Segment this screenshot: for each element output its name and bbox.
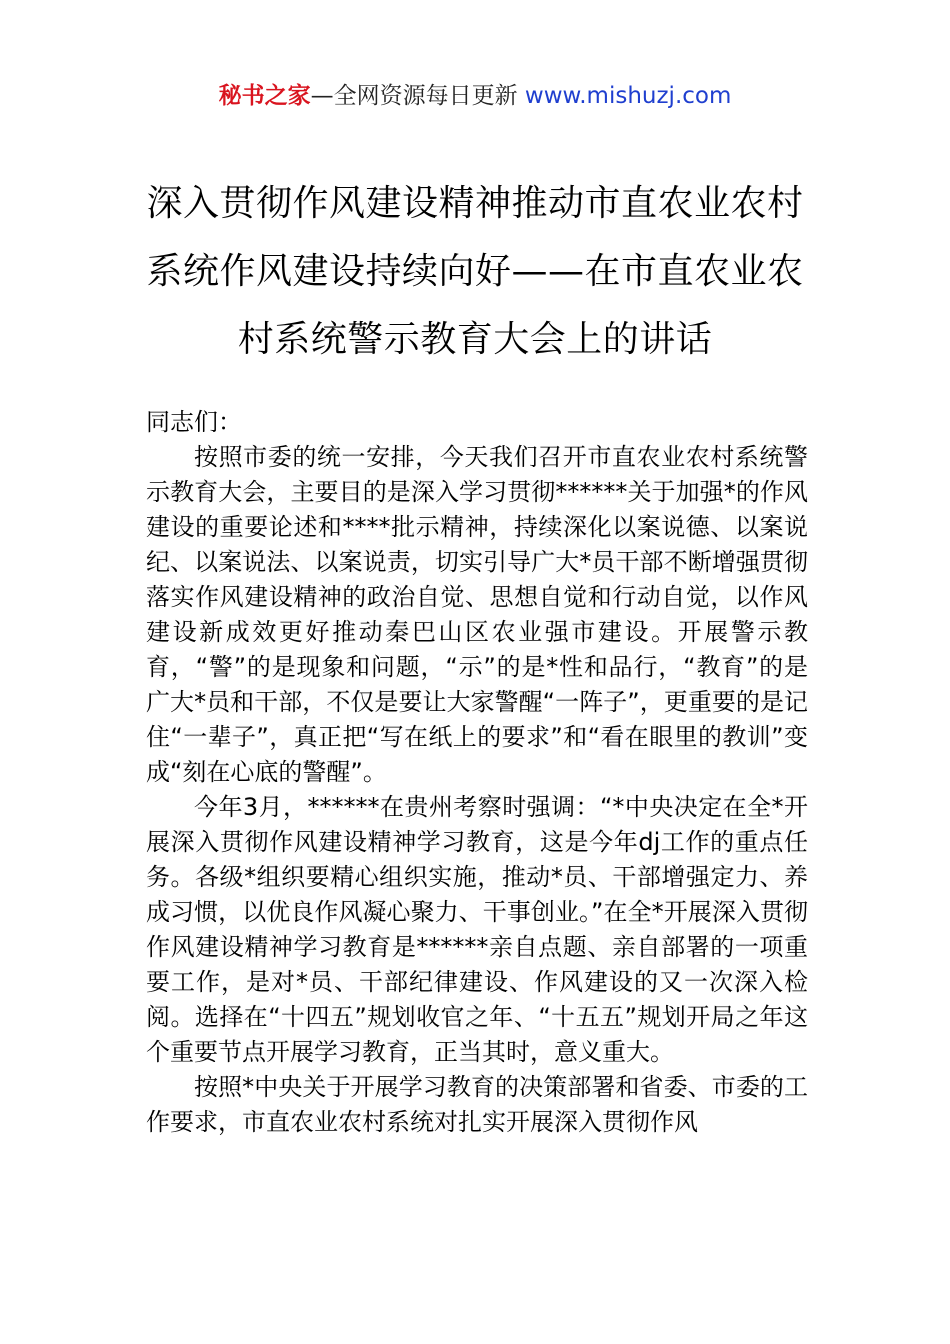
site-brand: 秘书之家	[218, 83, 311, 109]
body-paragraph-3: 按照*中央关于开展学习教育的决策部署和省委、市委的工作要求，市直农业农村系统对扎实开展深入贯彻作风	[146, 1073, 808, 1136]
salutation: 同志们：	[146, 408, 242, 436]
site-header	[0, 80, 950, 112]
body-paragraph-2: 今年3月，******在贵州考察时强调：“*中央决定在全*开展深入贯彻作风建设精神学习教育，这是今年dj工作的重点任务。各级*组织要精心组织实施，推动*员、干部增强定力、养成习惯，以优良作风凝心聚力、干事创业。”在全*开展深入贯彻作风建设精神学习教育是******亲自点题、亲自部署的一项重要工作，是对*员、干部纪律建设、作风建设的又一次深入检阅。选择在“十四五”规划收官之年、“十五五”规划开局之年这个重要节点开展学习教育，正当其时，意义重大。	[146, 793, 808, 1066]
document-body	[146, 405, 808, 1140]
body-paragraph-1: 按照市委的统一安排，今天我们召开市直农业农村系统警示教育大会，主要目的是深入学习贯彻******关于加强*的作风建设的重要论述和****批示精神，持续深化以案说德、以案说纪、以案说法、以案说责，切实引导广大*员干部不断增强贯彻落实作风建设精神的政治自觉、思想自觉和行动自觉，以作风建设新成效更好推动秦巴山区农业强市建设。开展警示教育，“警”的是现象和问题，“示”的是*性和品行，“教育”的是广大*员和干部，不仅是要让大家警醒“一阵子”，更重要的是记住“一辈子”，真正把“写在纸上的要求”和“看在眼里的教训”变成“刻在心底的警醒”。	[146, 443, 808, 786]
document-title: 深入贯彻作风建设精神推动市直农业农村系统作风建设持续向好——在市直农业农村系统警示教育大会上的讲话	[146, 183, 804, 360]
site-tagline: —全网资源每日更新	[310, 83, 525, 109]
site-url-link[interactable]: www.mishuzj.com	[524, 83, 732, 109]
